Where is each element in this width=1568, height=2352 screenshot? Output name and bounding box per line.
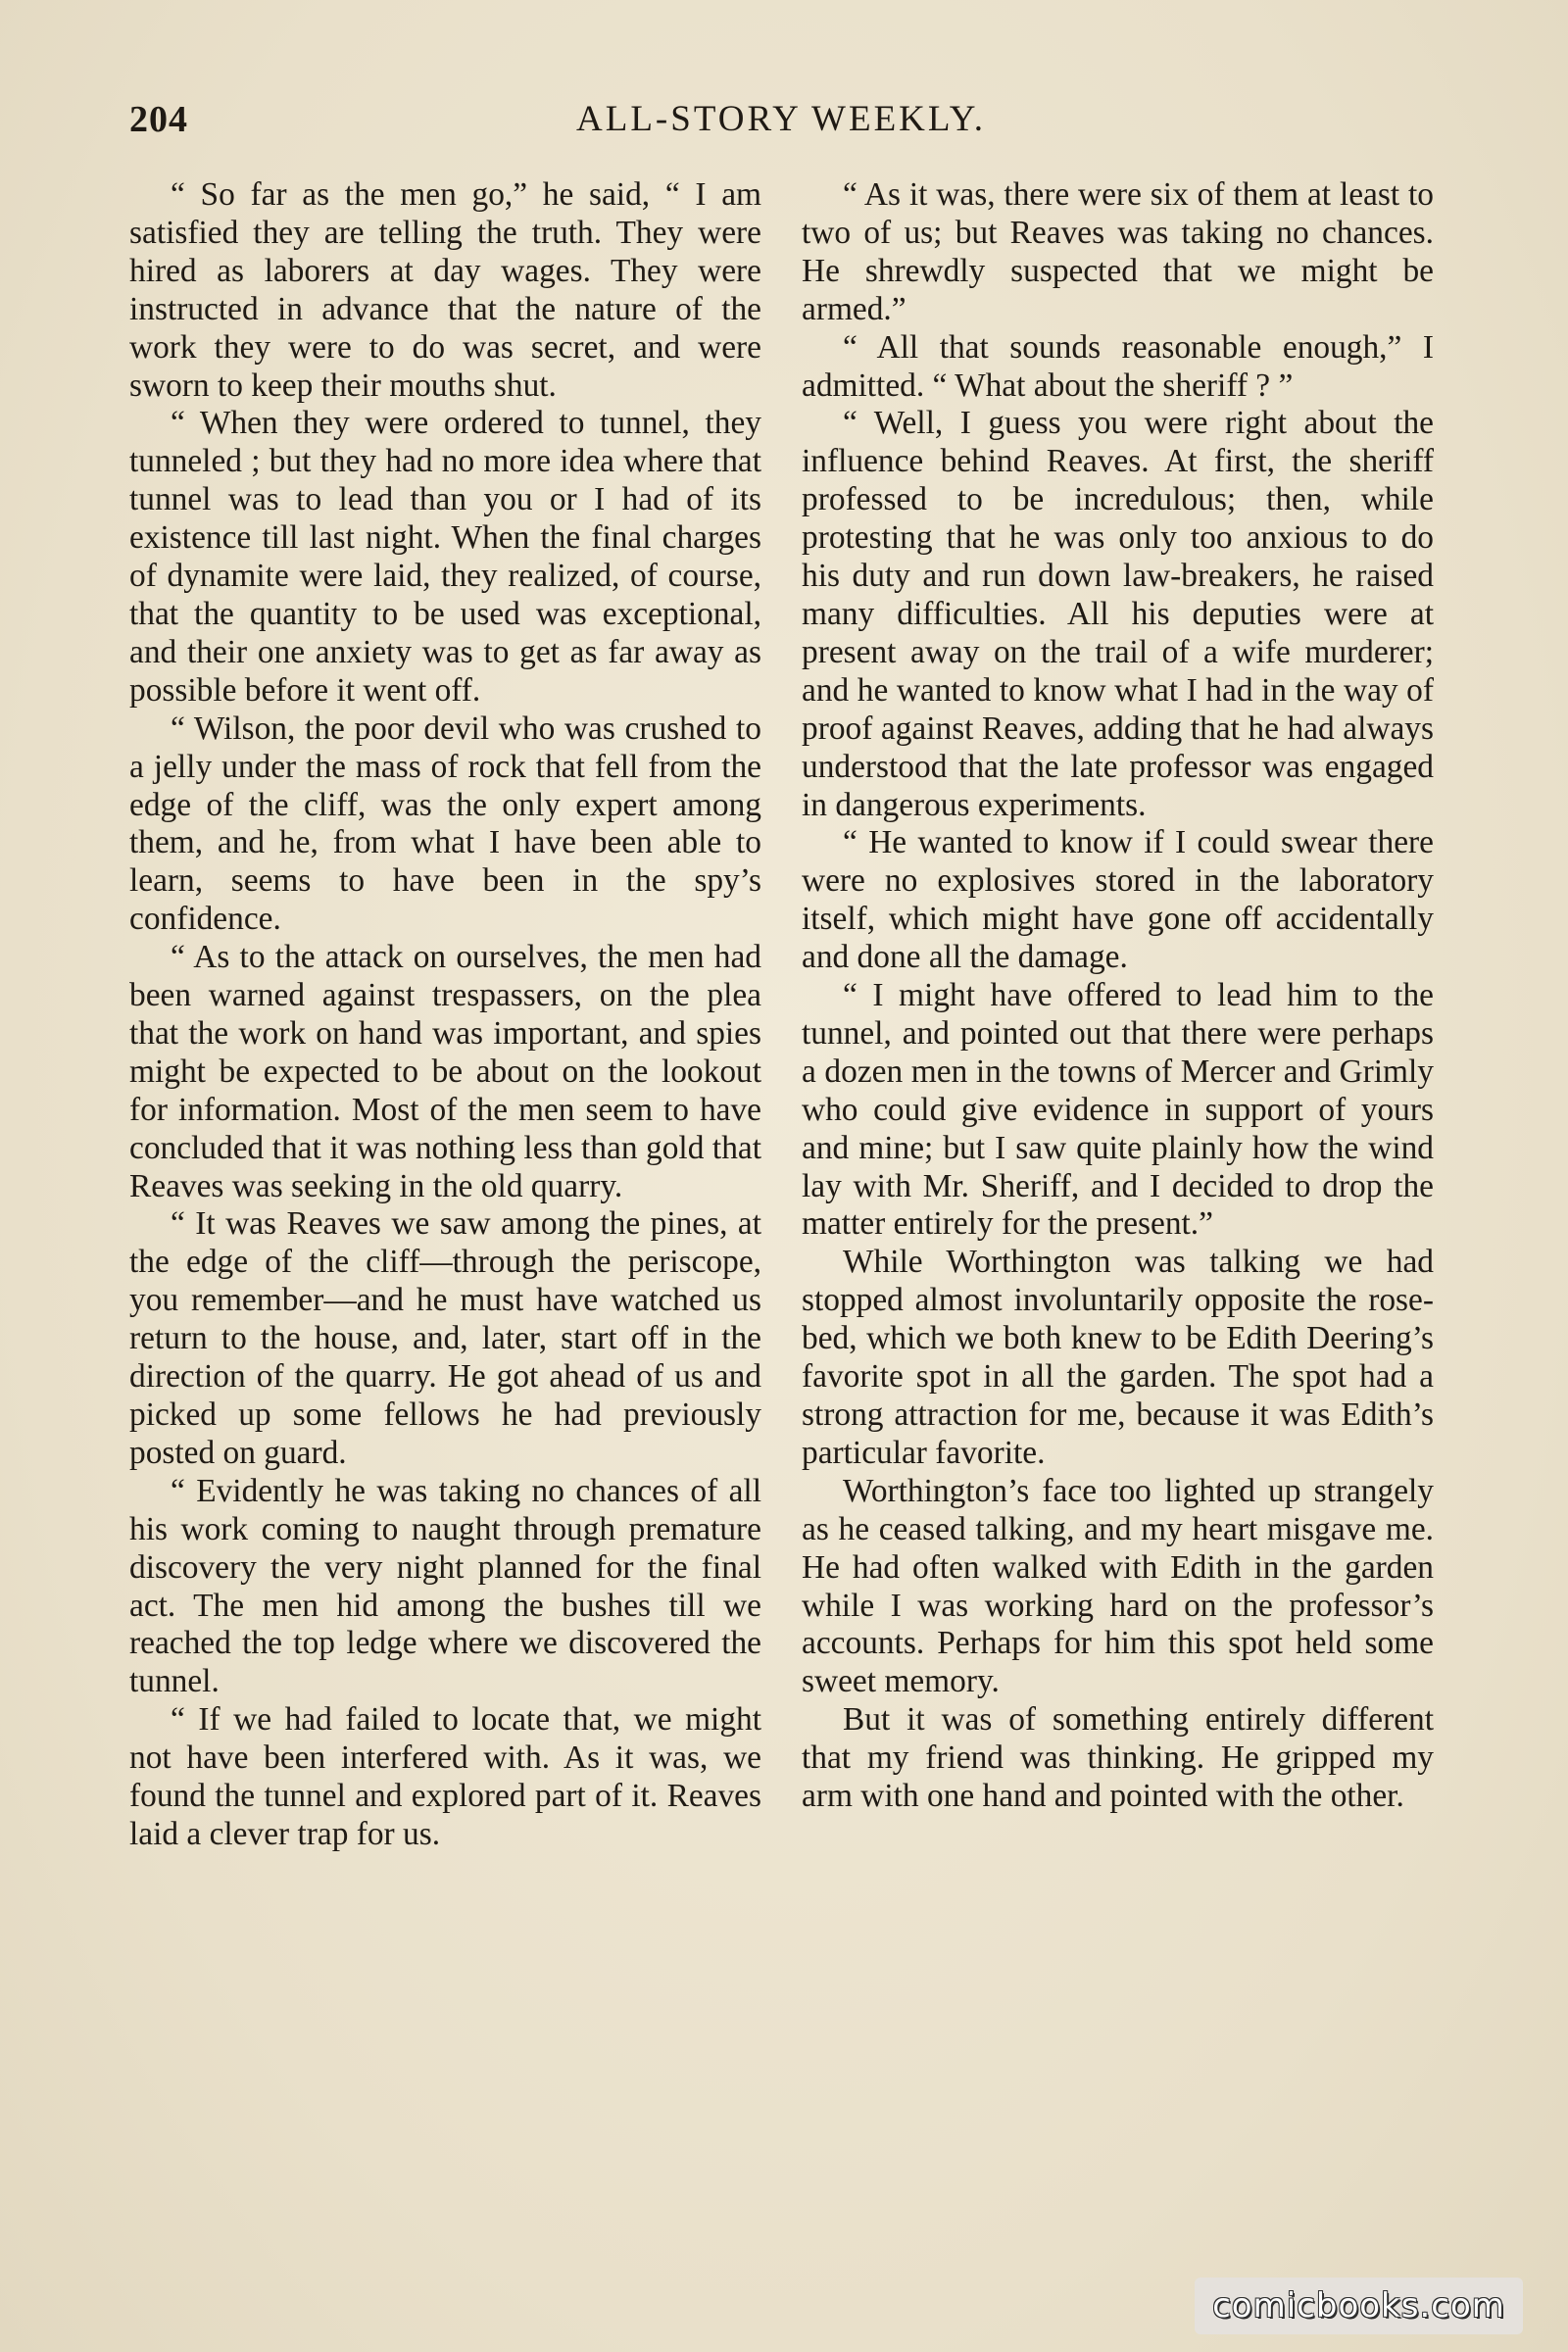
- paragraph: “ I might have offered to lead him to the tunnel, and pointed out that there were perhaps a dozen men in the towns of Mercer and Grimly who could give evidence in support of yours and mine; but I saw quite plainly how the wind lay with Mr. Sheriff, and I decided to drop the matter entirely for the present.”: [802, 977, 1434, 1243]
- paragraph: “ When they were ordered to tunnel, they tunneled ; but they had no more idea where that tunnel was to lead than you or I had of its existence till last night. When the final charges of dynamite were laid, they realized, of course, that the quantity to be used was exceptional, and their one anxiety was to get as far away as possible before it went off.: [129, 405, 761, 709]
- page-header: [129, 98, 1433, 161]
- paragraph: “ So far as the men go,” he said, “ I am satisfied they are telling the truth. They were hired as laborers at day wages. They were instructed in advance that the nature of the work they were to do was secret, and were sworn to keep their mouths shut.: [129, 176, 761, 404]
- paragraph: “ Wilson, the poor devil who was crushed to a jelly under the mass of rock that fell from the edge of the cliff, was the only expert among them, and he, from what I have been able to learn, seems to have been in the spy’s confidence.: [129, 710, 761, 938]
- paragraph: “ Evidently he was taking no chances of all his work coming to naught through premature discovery the very night planned for the final act. The men hid among the bushes till we reached the top ledge where we discovered the tunnel.: [129, 1472, 761, 1700]
- paragraph: “ All that sounds reasonable enough,” I admitted. “ What about the sheriff ? ”: [802, 328, 1434, 404]
- paragraph: “ If we had failed to locate that, we might not have been interfered with. As it was, we found the tunnel and explored part of it. Reaves laid a clever trap for us.: [129, 1701, 761, 1852]
- paragraph: “ As to the attack on ourselves, the men had been warned against trespassers, on the plea that the work on hand was important, and spies might be expected to be about on the lookout for information. Most of the men seem to have concluded that it was nothing less than gold that Reaves was seeking in the old quarry.: [129, 939, 761, 1204]
- right-column: [802, 176, 1434, 1816]
- paragraph: “ As it was, there were six of them at least to two of us; but Reaves was taking no chances. He shrewdly suspected that we might be armed.”: [802, 176, 1434, 327]
- watermark-logo: comicbooks.com: [1195, 2278, 1523, 2334]
- running-title: ALL-STORY WEEKLY.: [576, 99, 986, 139]
- paragraph: While Worthington was talking we had stopped almost involuntarily opposite the rose-bed, which we both knew to be Edith Deering’s favorite spot in all the garden. The spot had a strong attraction for me, because it was Edith’s particular favorite.: [802, 1244, 1434, 1471]
- paragraph: “ Well, I guess you were right about the influence behind Reaves. At first, the sheriff professed to be incredulous; then, while protesting that he was only too anxious to do his duty and run down law-breakers, he raised many difficulties. All his deputies were at present away on the trail of a wife murderer; and he wanted to know what I had in the way of proof against Reaves, adding that he had always understood that the late professor was engaged in dangerous experiments.: [802, 405, 1434, 823]
- page-number: 204: [129, 99, 188, 140]
- paragraph: Worthington’s face too lighted up strangely as he ceased talking, and my heart misgave me. He had often walked with Edith in the garden while I was working hard on the professor’s accounts. Perhaps for him this spot held some sweet memory.: [802, 1472, 1434, 1700]
- paragraph: But it was of something entirely different that my friend was thinking. He gripped my arm with one hand and pointed with the other.: [802, 1701, 1434, 1815]
- left-column: [129, 176, 761, 1854]
- paragraph: “ It was Reaves we saw among the pines, at the edge of the cliff—through the periscope, you remember—and he must have watched us return to the house, and, later, start off in the direction of the quarry. He got ahead of us and picked up some fellows he had previously posted on guard.: [129, 1205, 761, 1471]
- paragraph: “ He wanted to know if I could swear there were no explosives stored in the laboratory itself, which might have gone off accidentally and done all the damage.: [802, 824, 1434, 976]
